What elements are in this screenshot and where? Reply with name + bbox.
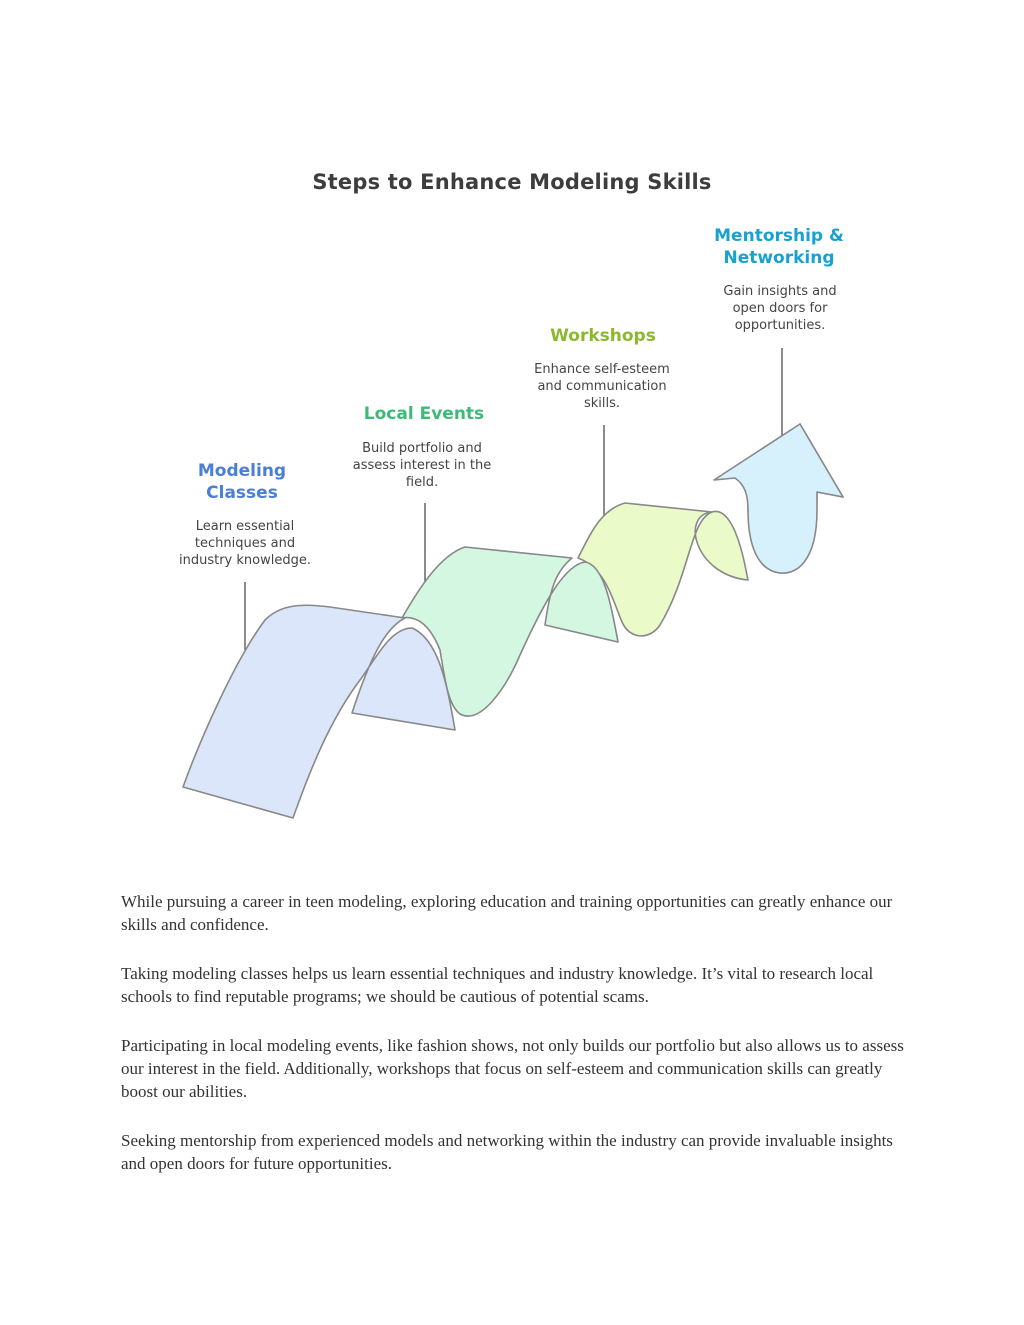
step-2-title: Local Events <box>363 404 485 424</box>
paragraph: While pursuing a career in teen modeling, exploring education and training opportunities can greatly enhance our skills and confidence. <box>121 892 893 934</box>
diagram-title: Steps to Enhance Modeling Skills <box>312 170 712 194</box>
step-2-description: Build portfolio and assess interest in the field. <box>352 441 492 490</box>
step-3-title: Workshops <box>550 326 656 346</box>
ribbon-step-1 <box>183 605 455 818</box>
body-text <box>121 890 921 1201</box>
step-4-description: Gain insights and open doors for opportunities. <box>723 284 837 333</box>
step-1-description: Learn essential techniques and industry knowledge. <box>179 519 311 568</box>
paragraph: Taking modeling classes helps us learn essential techniques and industry knowledge. It’s vital to research local schools to find reputable programs; we should be cautious of potential scams. <box>121 964 874 1006</box>
step-3-description: Enhance self-esteem and communication skills. <box>534 362 670 411</box>
paragraph: Participating in local modeling events, like fashion shows, not only builds our portfolio but also allows us to assess our interest in the field. Additionally, workshops that focus on self-esteem and communication skills can greatly boost our abilities. <box>121 1036 904 1101</box>
step-4-title: Mentorship & Networking <box>714 226 844 268</box>
step-1-title: Modeling Classes <box>197 461 287 503</box>
paragraph: Seeking mentorship from experienced models and networking within the industry can provide invaluable insights and open doors for future opportunities. <box>121 1131 893 1173</box>
